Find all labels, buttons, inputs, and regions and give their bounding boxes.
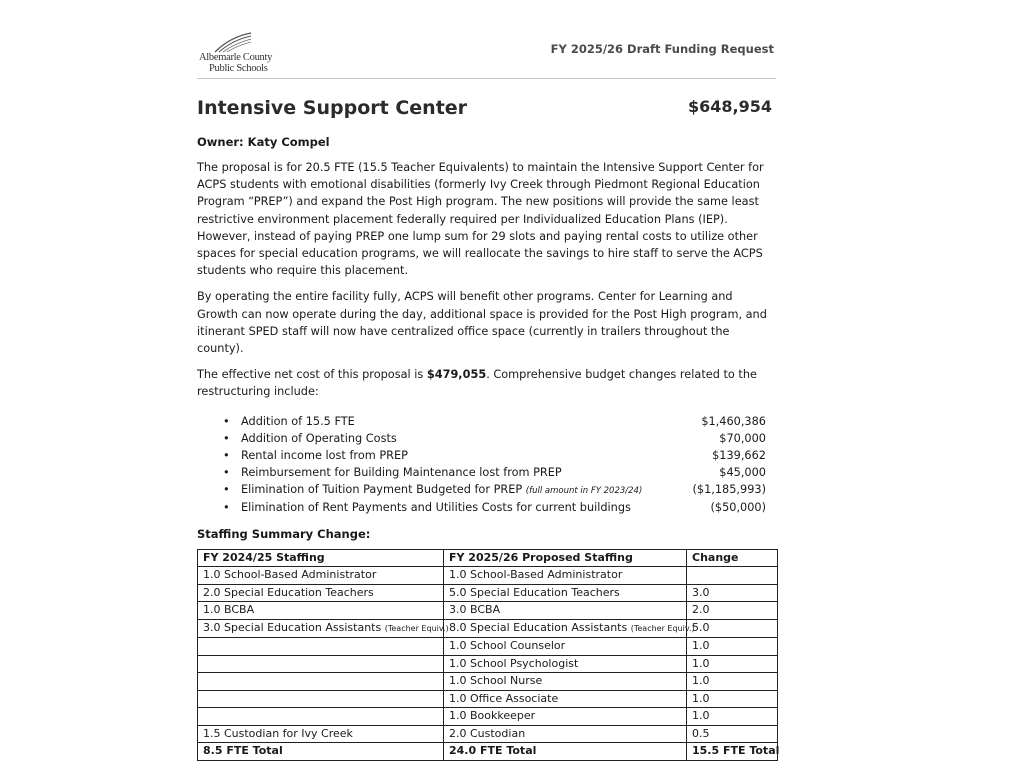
change-value: $70,000	[719, 431, 766, 445]
table-row	[198, 602, 778, 620]
proposed-staffing-cell: 1.0 School Counselor	[444, 638, 687, 656]
column-header: FY 2025/26 Proposed Staffing	[444, 549, 687, 567]
current-staffing-cell: 2.0 Special Education Teachers	[198, 584, 444, 602]
table-row	[198, 584, 778, 602]
net-cost-text-before: The effective net cost of this proposal is	[197, 368, 427, 382]
current-staffing-cell: 1.5 Custodian for Ivy Creek	[198, 725, 444, 743]
current-staffing-cell	[198, 655, 444, 673]
current-staffing-cell	[198, 673, 444, 691]
current-staffing-cell	[198, 690, 444, 708]
current-staffing-cell: 1.0 BCBA	[198, 602, 444, 620]
staffing-table	[197, 549, 778, 761]
current-staffing-cell: 1.0 School-Based Administrator	[198, 567, 444, 585]
bullet-icon: •	[223, 431, 230, 445]
benefits-paragraph: By operating the entire facility fully, ACPS will benefit other programs. Center for Learning and Growth can now operate during the day, additional space is provided for the Post High program, and itinerant SPED staff will now have centralized office space (currently in trailers throughout the county).	[197, 290, 767, 356]
title-row	[197, 95, 776, 131]
current-total-cell: 8.5 FTE Total	[198, 743, 444, 761]
current-staffing-cell	[198, 638, 444, 656]
table-row	[198, 638, 778, 656]
proposed-staffing-cell: 5.0 Special Education Teachers	[444, 584, 687, 602]
change-label: Elimination of Rent Payments and Utilities Costs for current buildings	[241, 500, 631, 514]
change-total-cell: 15.5 FTE Total	[687, 743, 778, 761]
list-item	[197, 464, 776, 481]
proposed-staffing-text: 8.0 Special Education Assistants	[449, 620, 631, 634]
request-amount: $648,954	[687, 97, 772, 116]
change-cell	[687, 567, 778, 585]
list-item	[197, 413, 776, 430]
document-header	[197, 30, 776, 79]
column-header: FY 2024/25 Staffing	[198, 549, 444, 567]
table-row	[198, 673, 778, 691]
change-cell: 3.0	[687, 584, 778, 602]
proposed-total-cell: 24.0 FTE Total	[444, 743, 687, 761]
change-value: $1,460,386	[701, 414, 766, 428]
list-item	[197, 447, 776, 464]
change-label: Addition of 15.5 FTE	[241, 414, 355, 428]
owner-line: Owner: Katy Compel	[197, 135, 330, 149]
bullet-icon: •	[223, 449, 230, 463]
district-logo	[199, 32, 279, 76]
change-cell: 2.0	[687, 602, 778, 620]
list-item	[197, 499, 776, 516]
table-row	[198, 725, 778, 743]
table-row	[198, 655, 778, 673]
bullet-icon: •	[223, 414, 230, 428]
change-label: Addition of Operating Costs	[241, 431, 397, 445]
total-row	[198, 743, 778, 761]
page-title: Intensive Support Center	[197, 97, 468, 119]
change-label: Reimbursement for Building Maintenance lost from PREP	[241, 466, 562, 480]
table-header-row	[198, 549, 778, 567]
logo-text-line1: Albemarle County	[199, 52, 273, 63]
change-value: $45,000	[719, 466, 766, 480]
net-cost-amount: $479,055	[426, 368, 487, 382]
table-row	[198, 690, 778, 708]
change-cell: 1.0	[687, 708, 778, 726]
column-header: Change	[687, 549, 778, 567]
proposed-staffing-cell: 3.0 BCBA	[444, 602, 687, 620]
bullet-icon: •	[223, 466, 230, 480]
change-value: ($50,000)	[710, 500, 766, 514]
table-row	[198, 619, 778, 638]
change-cell: 1.0	[687, 655, 778, 673]
document-page	[197, 30, 780, 761]
change-cell: 1.0	[687, 690, 778, 708]
proposed-staffing-cell: 1.0 Office Associate	[444, 690, 687, 708]
staffing-heading: Staffing Summary Change:	[197, 526, 371, 541]
change-cell: 1.0	[687, 638, 778, 656]
bullet-icon: •	[223, 500, 230, 514]
change-cell: 0.5	[687, 725, 778, 743]
change-cell: 1.0	[687, 673, 778, 691]
proposal-paragraph: The proposal is for 20.5 FTE (15.5 Teacher Equivalents) to maintain the Intensive Support Center for ACPS students with emotional disabilities (formerly Ivy Creek through Piedmont Regional Education Program “PREP”) and expand the Post High program. The new positions will provide the same least restrictive environment placement federally required per Individualized Education Plans (IEP). However, instead of paying PREP one lump sum for 29 slots and paying rental costs to utilize other spaces for special education programs, we will reallocate the savings to hire staff to serve the ACPS students who require this placement.	[197, 161, 764, 278]
net-cost-text-after: . Comprehensive budget changes related to the restructuring include:	[197, 368, 757, 399]
net-cost-paragraph	[197, 366, 776, 400]
current-staffing-text: 3.0 Special Education Assistants	[203, 620, 385, 634]
proposed-staffing-cell: 2.0 Custodian	[444, 725, 687, 743]
change-note: (full amount in FY 2023/24)	[525, 486, 643, 497]
bullet-icon: •	[223, 483, 230, 497]
change-label: Rental income lost from PREP	[241, 449, 408, 463]
logo-swoosh-icon	[213, 32, 253, 54]
proposed-staffing-cell: 1.0 School Psychologist	[444, 655, 687, 673]
change-value: $139,662	[712, 449, 766, 463]
proposed-staffing-note: (Teacher Equiv.)	[630, 623, 695, 633]
budget-changes-list	[197, 413, 776, 516]
table-row	[198, 567, 778, 585]
change-label-text: Elimination of Tuition Payment Budgeted for PREP	[241, 483, 526, 497]
current-staffing-note: (Teacher Equiv.)	[384, 623, 449, 633]
proposed-staffing-cell: 1.0 School-Based Administrator	[444, 567, 687, 585]
current-staffing-cell	[198, 619, 449, 638]
current-staffing-cell	[198, 708, 444, 726]
proposed-staffing-cell	[444, 619, 695, 638]
logo-text-line2: Public Schools	[209, 63, 268, 74]
change-value: ($1,185,993)	[692, 483, 766, 497]
proposed-staffing-cell: 1.0 School Nurse	[444, 673, 687, 691]
change-cell: 5.0	[687, 619, 778, 638]
document-label: FY 2025/26 Draft Funding Request	[550, 42, 774, 56]
list-item	[197, 481, 776, 498]
list-item	[197, 430, 776, 447]
proposed-staffing-cell: 1.0 Bookkeeper	[444, 708, 687, 726]
table-row	[198, 708, 778, 726]
